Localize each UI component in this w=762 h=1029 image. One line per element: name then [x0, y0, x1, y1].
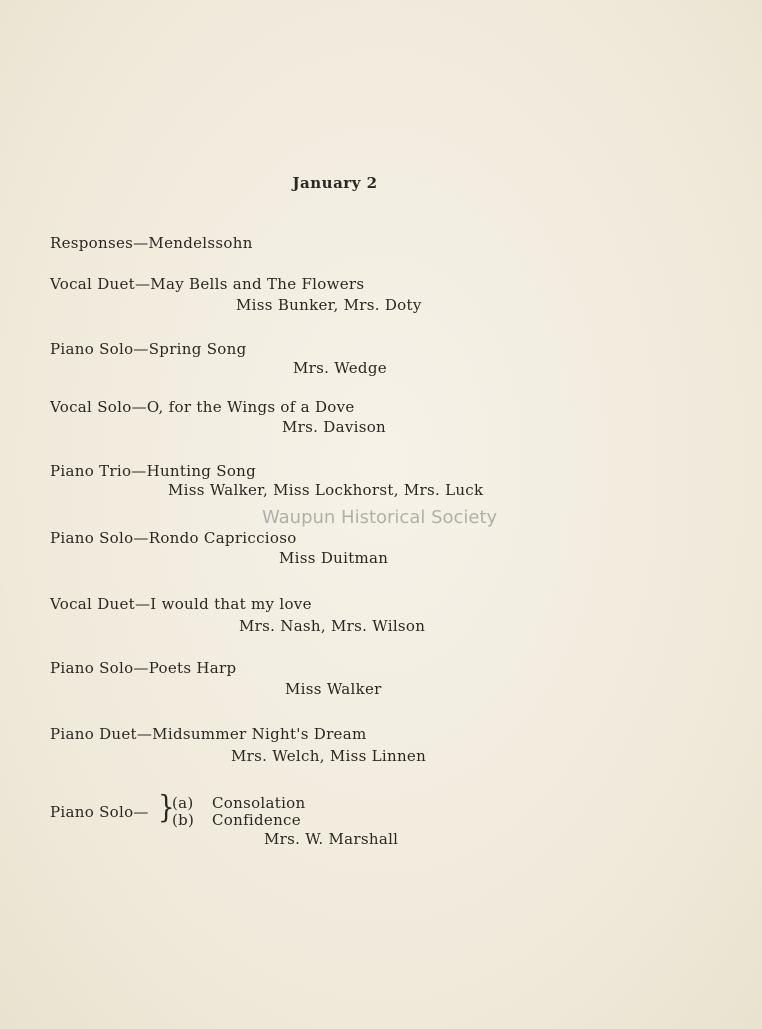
- program-item-performers: Mrs. Wedge: [293, 359, 387, 377]
- program-item-title: Vocal Duet—I would that my love: [50, 595, 312, 613]
- program-item-title: Piano Duet—Midsummer Night's Dream: [50, 725, 367, 743]
- program-item-performers: Mrs. W. Marshall: [264, 830, 399, 848]
- program-item-performers: Miss Bunker, Mrs. Doty: [236, 296, 422, 314]
- program-item-performers: Mrs. Welch, Miss Linnen: [231, 747, 427, 765]
- program-item-title: Piano Solo—: [50, 803, 149, 821]
- program-item-title: Piano Solo—Rondo Capriccioso: [50, 529, 297, 547]
- part-name: Consolation: [212, 794, 306, 812]
- page-date: January 2: [292, 174, 378, 192]
- program-item-title: Responses—Mendelssohn: [50, 234, 253, 252]
- part-marker: (a): [172, 794, 194, 812]
- program-item-performers: Miss Walker, Miss Lockhorst, Mrs. Luck: [168, 481, 484, 499]
- program-item-performers: Mrs. Davison: [282, 418, 386, 436]
- program-item-title: Vocal Solo—O, for the Wings of a Dove: [50, 398, 355, 416]
- program-item-title: Vocal Duet—May Bells and The Flowers: [50, 275, 365, 293]
- program-item-title: Piano Solo—Poets Harp: [50, 659, 237, 677]
- part-name: Confidence: [212, 811, 301, 829]
- program-item-performers: Miss Walker: [285, 680, 382, 698]
- program-item-title: Piano Trio—Hunting Song: [50, 462, 257, 480]
- part-marker: (b): [172, 811, 195, 829]
- program-item-performers: Miss Duitman: [279, 549, 389, 567]
- brace-glyph: }: [158, 790, 175, 826]
- program-item-title: Piano Solo—Spring Song: [50, 340, 247, 358]
- program-item-performers: Mrs. Nash, Mrs. Wilson: [239, 617, 426, 635]
- watermark-text: Waupun Historical Society: [262, 507, 498, 528]
